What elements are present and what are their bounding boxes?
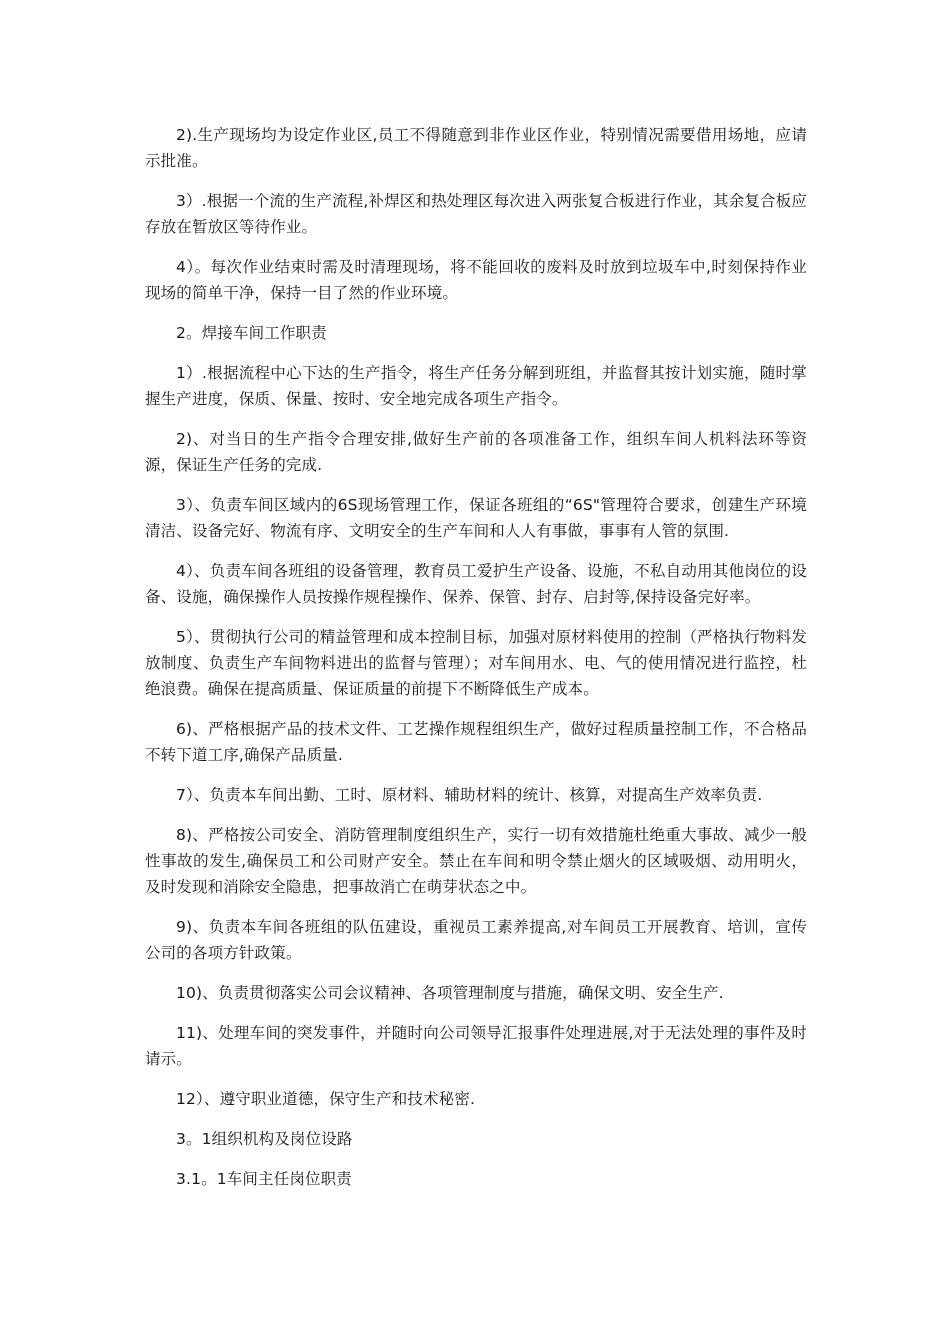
paragraph-1: 2).生产现场均为设定作业区,员工不得随意到非作业区作业，特别情况需要借用场地，应请示批准。 — [145, 126, 807, 170]
paragraph-10: 6)、严格根据产品的技术文件、工艺操作规程组织生产，做好过程质量控制工作，不合格品不转下道工序,确保产品质量. — [145, 720, 807, 764]
paragraph-9: 5）、贯彻执行公司的精益管理和成本控制目标，加强对原材料使用的控制（严格执行物料发放制度、负责生产车间物料进出的监督与管理）；对车间用水、电、气的使用情况进行监控，杜绝浪费。确保在提高质量、保证质量的前提下不断降低生产成本。 — [145, 628, 807, 698]
paragraph-11: 7）、负责本车间出勤、工时、原材料、辅助材料的统计、核算，对提高生产效率负责. — [176, 786, 763, 804]
paragraph-2: 3）.根据一个流的生产流程,补焊区和热处理区每次进入两张复合板进行作业，其余复合板应存放在暂放区等待作业。 — [145, 192, 807, 236]
document-page — [145, 122, 807, 1206]
paragraph-6: 2)、对当日的生产指令合理安排,做好生产前的各项准备工作，组织车间人机料法环等资源，保证生产任务的完成. — [145, 430, 807, 474]
paragraph-14: 10)、负责贯彻落实公司会议精神、各项管理制度与措施，确保文明、安全生产. — [176, 984, 724, 1002]
paragraph-3: 4）。每次作业结束时需及时清理现场，将不能回收的废料及时放到垃圾车中,时刻保持作业现场的简单干净，保持一目了然的作业环境。 — [145, 258, 807, 302]
section-heading-3-1-1: 3.1。1车间主任岗位职责 — [176, 1170, 352, 1188]
section-heading-2: 2。焊接车间工作职责 — [176, 324, 327, 342]
section-heading-3-1: 3。1组织机构及岗位设路 — [176, 1130, 353, 1148]
paragraph-8: 4）、负责车间各班组的设备管理，教育员工爱护生产设备、设施，不私自动用其他岗位的设备、设施，确保操作人员按操作规程操作、保养、保管、封存、启封等,保持设备完好率。 — [145, 562, 807, 606]
paragraph-13: 9)、负责本车间各班组的队伍建设，重视员工素养提高,对车间员工开展教育、培训，宣传公司的各项方针政策。 — [145, 918, 807, 962]
paragraph-15: 11)、处理车间的突发事件，并随时向公司领导汇报事件处理进展,对于无法处理的事件及时请示。 — [145, 1024, 807, 1068]
paragraph-7: 3）、负责车间区域内的6S现场管理工作，保证各班组的“6S"管理符合要求，创建生产环境清洁、设备完好、物流有序、文明安全的生产车间和人人有事做，事事有人管的氛围. — [145, 496, 807, 540]
paragraph-5: 1）.根据流程中心下达的生产指令，将生产任务分解到班组，并监督其按计划实施，随时掌握生产进度，保质、保量、按时、安全地完成各项生产指令。 — [145, 364, 807, 408]
paragraph-12: 8)、严格按公司安全、消防管理制度组织生产，实行一切有效措施杜绝重大事故、减少一般性事故的发生,确保员工和公司财产安全。禁止在车间和明令禁止烟火的区域吸烟、动用明火，及时发现和消除安全隐患，把事故消亡在萌芽状态之中。 — [145, 826, 807, 896]
paragraph-16: 12）、遵守职业道德，保守生产和技术秘密. — [176, 1090, 476, 1108]
